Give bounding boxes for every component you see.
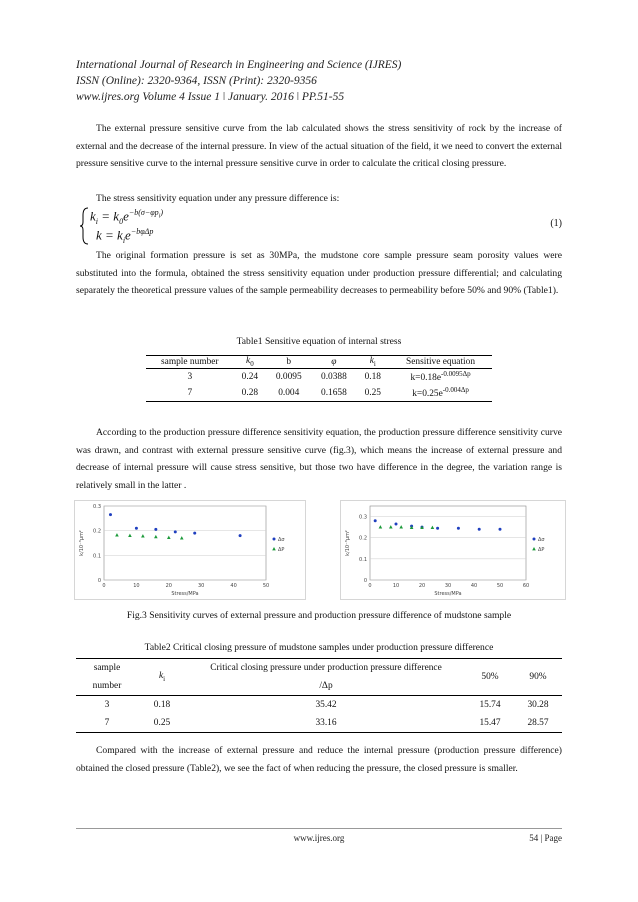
legend-label: Δσ [538,537,545,543]
x-tick-label: 40 [470,583,478,589]
table2-header: sample number [92,663,122,691]
x-axis-label: Stress/MPa [171,591,199,597]
table-cell: 28.57 [527,718,549,728]
x-tick-label: 20 [165,583,172,589]
paragraph-3: The original formation pressure is set as 30MPa, the mudstone core sample pressure seam porosity values were substituted into the formula, obtained the stress sensitivity equation under production pressure differential; and calculating separately the theoretical pressure values of the sample permeability decreases to permeability before 50% and 90% (Table1). [76,250,562,296]
table-row [76,696,562,715]
legend-label: Δσ [278,537,285,543]
table1-header: $k_i$ [369,356,376,368]
table1-caption: Table1 Sensitive equation of internal stress [236,336,402,347]
data-point [374,519,377,522]
x-tick-label: 60 [522,583,530,589]
table-cell: $k=0.25e^{-0.004\Delta p}$ [412,386,469,400]
figure-caption: Fig.3 Sensitivity curves of external pressure and production pressure difference of mudstone sample [126,610,512,621]
table1 [146,355,492,402]
paragraph-4: According to the production pressure difference sensitivity equation, the production pressure difference sensitivity curve was drawn, and contrast with external pressure sensitive curve (fig.3), which means the increase of external pressure and decrease of internal pressure will cause stress sensitive, but those two have difference in the degree, the variation range is relatively small in the latter . [76,427,562,491]
y-tick-label: 0 [363,578,367,584]
data-point [154,535,158,538]
issn-line: ISSN (Online): 2320-9364, ISSN (Print): 2320-9356 [76,75,317,87]
x-tick-label: 0 [368,583,372,589]
data-point [167,536,171,539]
data-point [193,532,196,535]
data-point [389,525,393,528]
table-cell: 0.24 [241,371,259,382]
table2-header: $k_i$ [158,671,166,683]
chart-frame [341,501,566,600]
table-cell: 0.18 [153,700,171,710]
data-point [180,536,184,539]
x-axis-label: Stress/MPa [434,591,462,597]
paragraph-1: The external pressure sensitive curve from the lab calculated shows the stress sensitivity of rock by the increase of external and the decrease of the internal pressure. In view of the actual situation of the field, it we need to convert the external pressure sensitive curve to the internal pressure sensitive curve in order to calculate the critical closing pressure. [76,123,562,169]
x-tick-label: 40 [230,583,237,589]
y-tick-label: 0.2 [93,528,101,535]
data-point [141,534,145,537]
equation-1 [80,205,562,247]
table-cell: 15.74 [479,700,501,710]
y-tick-label: 0.3 [93,504,101,510]
table1-header: $k_0$ [246,356,254,368]
chart-external-vs-production-1 [74,500,306,600]
table-row [76,714,562,733]
data-point [399,525,403,528]
data-point [109,513,112,516]
data-point [135,527,138,530]
x-tick-label: 30 [198,583,205,589]
data-point [115,533,119,536]
data-point [431,526,435,529]
table-cell: 30.28 [527,700,549,710]
table1-header: Sensitive equation [406,356,476,367]
equation-brace [80,207,90,245]
table-cell: 15.47 [479,718,501,728]
paragraph-2: The stress sensitivity equation under any pressure difference is: [96,193,340,204]
table-cell: 7 [187,387,193,398]
table2-header: Critical closing pressure under production pressure difference /Δp [210,663,442,691]
x-tick-label: 10 [392,583,400,589]
table-cell: 0.0388 [321,371,347,382]
legend-marker [532,547,536,550]
equation-line-2: $k = k_ie^{-b\varphi\Delta p}$ [96,227,154,245]
y-tick-label: 0.3 [359,514,367,521]
page-number: 54 | Page [529,833,562,843]
table-cell: 33.16 [315,718,337,728]
x-tick-label: 0 [102,583,106,589]
legend-marker [533,538,536,541]
data-point [395,522,398,525]
table-cell: 0.28 [241,387,259,398]
chart-external-vs-production-2 [340,500,566,600]
data-point [436,527,439,530]
table-row [146,385,492,402]
table2-caption: Table2 Critical closing pressure of mudstone samples under production pressure difference [144,642,494,653]
footer-divider [76,828,562,829]
y-tick-label: 0 [97,578,101,584]
table-cell: 0.18 [364,371,381,382]
y-tick-label: 0.1 [359,556,367,563]
y-axis-label: k/10⁻³μm² [79,530,85,556]
paragraph-5: Compared with the increase of external pressure and reduce the internal pressure (production pressure difference) obtained the closed pressure (Table2), we see the fact of when reducing the pressure, the closed pressure is smaller. [76,745,562,774]
legend-label: ΔP [278,547,285,553]
table-cell: 0.25 [364,387,381,398]
equation-line-1: $k_i = k_0e^{-b(\sigma-\varphi p_i)}$ [90,208,164,226]
data-point [457,527,460,530]
table-cell: 3 [104,700,110,710]
table-row [146,368,492,385]
chart-frame [75,501,306,600]
y-tick-label: 0.2 [359,535,367,542]
issue-line: www.ijres.org Volume 4 Issue 1 ǀ January. 2016 ǀ PP.51-55 [76,91,345,103]
table1-header: b [286,356,292,367]
plot-area [104,506,266,580]
x-tick-label: 30 [444,583,452,589]
table-cell: 0.25 [153,718,171,728]
data-point [239,534,242,537]
journal-title: International Journal of Research in Engineering and Science (IJRES) [76,59,402,71]
equation-number: (1) [550,218,562,229]
data-point [128,534,132,537]
table2-header: 90% [529,672,547,682]
legend-marker [272,547,276,550]
legend-marker [273,538,276,541]
plot-area [370,506,526,580]
table-cell: 0.004 [278,387,300,398]
table-cell: $k=0.18e^{-0.0095\Delta p}$ [410,370,471,384]
table-cell: 0.1658 [321,387,347,398]
footer-url: www.ijres.org [293,833,345,843]
table2 [76,658,562,733]
table2-header: 50% [481,672,499,682]
data-point [478,528,481,531]
table-cell: 7 [104,718,110,728]
table1-header-row [146,356,492,369]
table1-header: sample number [161,356,219,367]
table-cell: 35.42 [315,700,337,710]
x-tick-label: 50 [496,583,504,589]
x-tick-label: 50 [262,583,270,589]
y-tick-label: 0.1 [93,553,101,560]
table-cell: 0.0095 [275,371,302,382]
x-tick-label: 10 [133,583,140,589]
data-point [379,525,383,528]
data-point [499,528,502,531]
data-point [154,528,157,531]
legend-label: ΔP [538,547,545,553]
table1-header: φ [331,356,337,367]
table2-header-row [76,659,562,696]
data-point [174,530,177,533]
x-tick-label: 20 [418,583,426,589]
y-axis-label: k/10⁻³μm² [345,530,351,556]
table-cell: 3 [187,371,193,382]
